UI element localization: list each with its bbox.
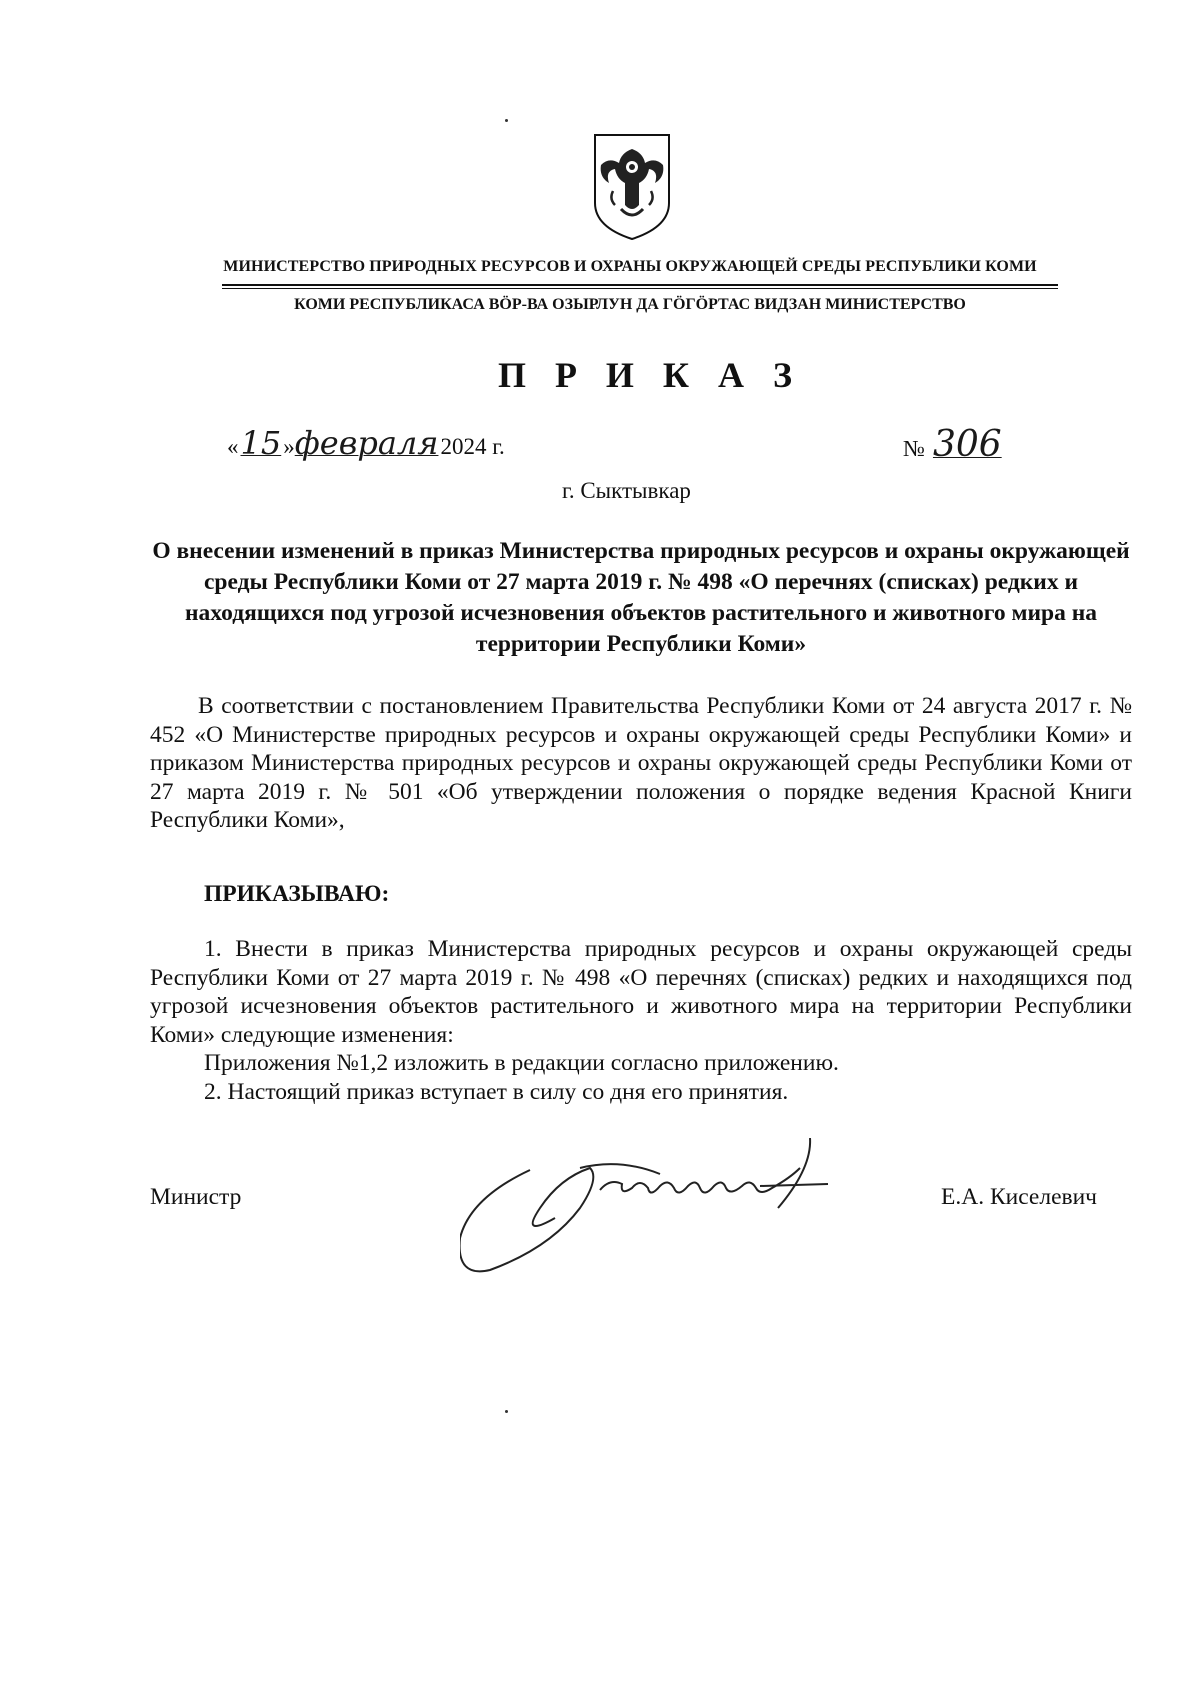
order-keyword: ПРИКАЗЫВАЮ: bbox=[204, 881, 390, 907]
coat-of-arms-emblem bbox=[591, 131, 673, 241]
header-divider bbox=[222, 284, 1058, 286]
date-day-handwritten: 15 bbox=[240, 424, 282, 462]
date-year: 2024 г. bbox=[440, 434, 505, 459]
document-city: г. Сыктывкар bbox=[562, 478, 691, 503]
preamble-paragraph: В соответствии с постановлением Правительства Республики Коми от 24 августа 2017 г. № 452 «О Министерстве природных ресурсов и охраны окружающей среды Республики Коми» и приказом Министерства природных ресурсов и охраны окружающей среды Республики Коми от 27 марта 2019 г. № 501 «Об утверждении положения о порядке ведения Красной Книги Республики Коми», bbox=[150, 693, 1132, 833]
number-label: № bbox=[903, 436, 925, 461]
document-number bbox=[903, 424, 1002, 465]
document-title: П Р И К А З bbox=[497, 355, 803, 395]
coat-of-arms-icon bbox=[591, 131, 673, 241]
header-divider-thin bbox=[222, 288, 1058, 289]
clause-paragraph: 1. Внести в приказ Министерства природных ресурсов и охраны окружающей среды Республики Коми от 27 марта 2019 г. № 498 «О перечнях (списках) редких и находящихся под угрозой исчезновения объектов растительного и животного мира на территории Республики Коми» следующие изменения: bbox=[150, 936, 1132, 1048]
clause-paragraph: 2. Настоящий приказ вступает в силу со дня его принятия. bbox=[204, 1078, 789, 1105]
handwritten-signature bbox=[460, 1138, 900, 1288]
date-open-quote: « bbox=[227, 434, 239, 459]
signer-name: Е.А. Киселевич bbox=[941, 1184, 1097, 1210]
date-month-handwritten: февраля bbox=[294, 424, 439, 462]
document-date bbox=[227, 424, 505, 462]
order-clauses bbox=[150, 935, 1132, 1106]
ministry-name-komi: КОМИ РЕСПУБЛИКАСА ВӦР-ВА ОЗЫРЛУН ДА ГӦГӦРТАС ВИДЗАН МИНИСТЕРСТВО bbox=[294, 296, 966, 313]
clause-paragraph: Приложения №1,2 изложить в редакции согласно приложению. bbox=[204, 1050, 839, 1076]
signer-role: Министр bbox=[150, 1184, 242, 1210]
document-heading: О внесении изменений в приказ Министерства природных ресурсов и охраны окружающей среды Республики Коми от 27 марта 2019 г. № 498 «О перечнях (списках) редких и находящихся под угрозой исчезновения объектов растительного и животного мира на территории Республики Коми» bbox=[152, 538, 1130, 657]
ministry-name-russian: МИНИСТЕРСТВО ПРИРОДНЫХ РЕСУРСОВ И ОХРАНЫ ОКРУЖАЮЩЕЙ СРЕДЫ РЕСПУБЛИКИ КОМИ bbox=[223, 258, 1037, 275]
scan-speck bbox=[505, 119, 508, 122]
number-handwritten: 306 bbox=[932, 424, 1002, 465]
scan-speck bbox=[505, 1410, 508, 1413]
date-close-quote: » bbox=[283, 434, 295, 459]
